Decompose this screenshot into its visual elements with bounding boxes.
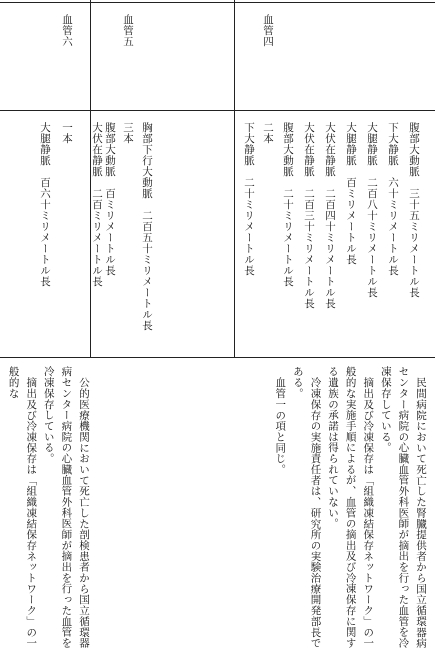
group-count-4: 二本 bbox=[262, 122, 274, 144]
note-paragraph: 摘出及び冷凍保存は「組織凍結保存ネットワーク」の一般的な実施手順によるが、血管の摘出及び冷凍保存に関する遺族の承諾は得られていない。 bbox=[327, 366, 375, 649]
entry-4-5: 大伏在静脈 二百四十ミリメートル長 bbox=[324, 122, 336, 309]
group-label-4: 血管四 bbox=[262, 14, 274, 47]
entry-5-1: 胸部下行大動脈 二百五十ミリメートル長 bbox=[141, 122, 153, 331]
column-separator-5-4 bbox=[234, 0, 235, 357]
entry-4-7: 腹部大動脈 二十ミリメートル長 bbox=[282, 122, 294, 287]
note-paragraph: 公的医療機関において死亡した剖検患者から国立循環器病センター病院の心臓血管外科医師が摘出を行った血管を冷凍保存している。 bbox=[42, 366, 90, 649]
note-paragraph: 血管一の項と同じ。 bbox=[274, 376, 287, 475]
group-label-6: 血管六 bbox=[61, 14, 73, 47]
notes-block-2 bbox=[4, 366, 92, 654]
notes-block-1 bbox=[271, 366, 429, 654]
entry-4-1: 腹部大動脈 三十五ミリメートル長 bbox=[408, 122, 420, 298]
group-count-5: 三本 bbox=[122, 122, 134, 144]
table-bottom-rule bbox=[0, 357, 435, 358]
entry-4-2: 下大静脈 六十ミリメートル長 bbox=[387, 122, 399, 276]
entry-4-6: 大伏在静脈 二百三十ミリメートル長 bbox=[303, 122, 315, 309]
note-paragraph: 冷凍保存の実施責任者は、研究所の実験治療開発部長である。 bbox=[291, 366, 322, 648]
group-label-5: 血管五 bbox=[122, 14, 134, 47]
entry-6-1: 大腿静脈 百六十ミリメートル長 bbox=[39, 122, 51, 287]
table-top-rule bbox=[0, 2, 435, 3]
entry-4-8: 下大静脈 二十ミリメートル長 bbox=[243, 122, 255, 276]
table-mid-rule bbox=[0, 110, 435, 111]
entry-4-4: 大腿静脈 百ミリメートル長 bbox=[345, 122, 357, 265]
entry-5-3: 大伏在静脈 二百ミリメートル長 bbox=[91, 122, 103, 287]
entry-5-2: 腹部大動脈 百ミリメートル長 bbox=[104, 122, 116, 276]
note-paragraph: 民間病院において死亡した腎臓提供者から国立循環器病センター病院の心臓血管外科医師が摘出を行った血管を冷凍保存している。 bbox=[379, 366, 427, 649]
entry-4-3: 大腿静脈 二百八十ミリメートル長 bbox=[366, 122, 378, 298]
group-count-6: 一本 bbox=[61, 122, 73, 144]
note-paragraph: 摘出及び冷凍保存は「組織凍結保存ネットワーク」の一般的な bbox=[7, 366, 38, 648]
